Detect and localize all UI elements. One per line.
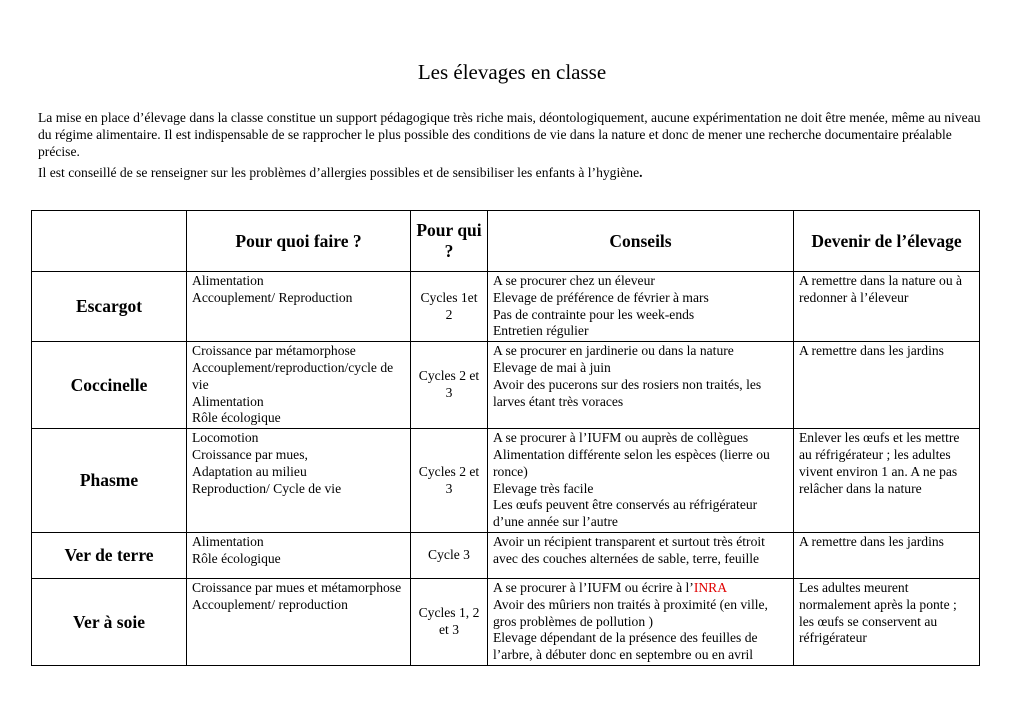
advice-line: Elevage de préférence de février à mars <box>493 289 709 305</box>
advice-cell <box>488 578 794 665</box>
cycle-cell: Cycles 1, 2 et 3 <box>411 578 488 665</box>
future-cell: A remettre dans la nature ou à redonner à l’éleveur <box>794 272 980 342</box>
purpose-line: Accouplement/reproduction/cycle de vie <box>192 359 394 392</box>
intro-paragraph-2-end: . <box>639 165 643 180</box>
future-cell: Enlever les œufs et les mettre au réfrigérateur ; les adultes vivent environ 1 an. A ne pas relâcher dans la nature <box>794 429 980 533</box>
animal-name: Coccinelle <box>32 342 187 429</box>
intro-text <box>38 109 988 181</box>
intro-paragraph-2 <box>38 164 988 181</box>
purpose-line: Accouplement/ reproduction <box>192 596 348 612</box>
table-row <box>32 342 980 429</box>
breeding-table <box>31 210 980 666</box>
advice-line <box>493 580 788 597</box>
advice-line: Avoir des pucerons sur des rosiers non traités, les larves étant très voraces <box>493 376 762 409</box>
advice-cell <box>488 272 794 342</box>
future-cell: A remettre dans les jardins <box>794 342 980 429</box>
animal-name: Ver de terre <box>32 532 187 578</box>
purpose-cell <box>187 272 411 342</box>
table-row <box>32 272 980 342</box>
header-advice: Conseils <box>488 211 794 272</box>
table-header-row <box>32 211 980 272</box>
advice-cell <box>488 342 794 429</box>
animal-name: Phasme <box>32 429 187 533</box>
purpose-line: Croissance par métamorphose <box>192 343 356 359</box>
table-row <box>32 578 980 665</box>
animal-name: Ver à soie <box>32 578 187 665</box>
animal-name: Escargot <box>32 272 187 342</box>
purpose-cell <box>187 429 411 533</box>
advice-line: Les œufs peuvent être conservés au réfrigérateur d’une année sur l’autre <box>493 497 758 530</box>
advice-line-prefix: A se procurer à l’IUFM ou écrire à l’ <box>493 579 694 595</box>
purpose-line: Alimentation <box>192 393 264 409</box>
cycle-cell: Cycles 2 et 3 <box>411 429 488 533</box>
advice-line: A se procurer à l’IUFM ou auprès de collègues <box>493 430 749 446</box>
advice-line: Elevage dépendant de la présence des feuilles de l’arbre, à débuter donc en septembre ou en avril <box>493 630 758 663</box>
advice-line: A se procurer chez un éleveur <box>493 273 655 288</box>
advice-line: Avoir des mûriers non traités à proximité (en ville, gros problèmes de pollution ) <box>493 596 768 629</box>
table-row <box>32 532 980 578</box>
purpose-cell <box>187 578 411 665</box>
advice-cell <box>488 429 794 533</box>
inra-link[interactable]: INRA <box>693 579 728 595</box>
purpose-line: Rôle écologique <box>192 550 281 566</box>
cycle-cell: Cycle 3 <box>411 532 488 578</box>
purpose-line: Croissance par mues, <box>192 446 308 462</box>
intro-paragraph-2-text: Il est conseillé de se renseigner sur les problèmes d’allergies possibles et de sensibiliser les enfants à l’hygiène <box>38 165 640 180</box>
advice-line: Elevage très facile <box>493 480 594 496</box>
purpose-line: Croissance par mues et métamorphose <box>192 579 402 595</box>
purpose-line: Alimentation <box>192 273 264 288</box>
header-purpose: Pour quoi faire ? <box>187 211 411 272</box>
intro-paragraph-1: La mise en place d’élevage dans la classe constitue un support pédagogique très riche mais, déontologiquement, aucune expérimentation ne doit être menée, même au niveau du régime alimentaire. Il est indispensable de se rapprocher le plus possible des conditions de vie dans la nature et donc de mener une recherche documentaire préalable précise. <box>38 110 981 159</box>
advice-line: Avoir un récipient transparent et surtout très étroit avec des couches alternées de sable, terre, feuille <box>493 533 765 566</box>
advice-cell <box>488 532 794 578</box>
purpose-line: Accouplement/ Reproduction <box>192 289 353 305</box>
advice-line: Pas de contrainte pour les week-ends <box>493 306 695 322</box>
purpose-line: Locomotion <box>192 430 259 446</box>
page-title: Les élevages en classe <box>417 60 607 84</box>
header-empty-cell <box>32 211 187 272</box>
future-cell: A remettre dans les jardins <box>794 532 980 578</box>
advice-line: Alimentation différente selon les espèces (lierre ou ronce) <box>493 446 770 479</box>
cycle-cell: Cycles 1et 2 <box>411 272 488 342</box>
cycle-cell: Cycles 2 et 3 <box>411 342 488 429</box>
purpose-line: Alimentation <box>192 533 264 549</box>
purpose-line: Reproduction/ Cycle de vie <box>192 480 342 496</box>
header-audience: Pour qui ? <box>411 211 488 272</box>
purpose-line: Adaptation au milieu <box>192 463 307 479</box>
header-future: Devenir de l’élevage <box>794 211 980 272</box>
advice-line: A se procurer en jardinerie ou dans la nature <box>493 343 734 359</box>
purpose-cell <box>187 342 411 429</box>
advice-line: Elevage de mai à juin <box>493 359 611 375</box>
table-row <box>32 429 980 533</box>
future-cell: Les adultes meurent normalement après la ponte ; les œufs se conservent au réfrigérateur <box>794 578 980 665</box>
purpose-cell <box>187 532 411 578</box>
purpose-line: Rôle écologique <box>192 410 281 426</box>
advice-line: Entretien régulier <box>493 323 589 339</box>
